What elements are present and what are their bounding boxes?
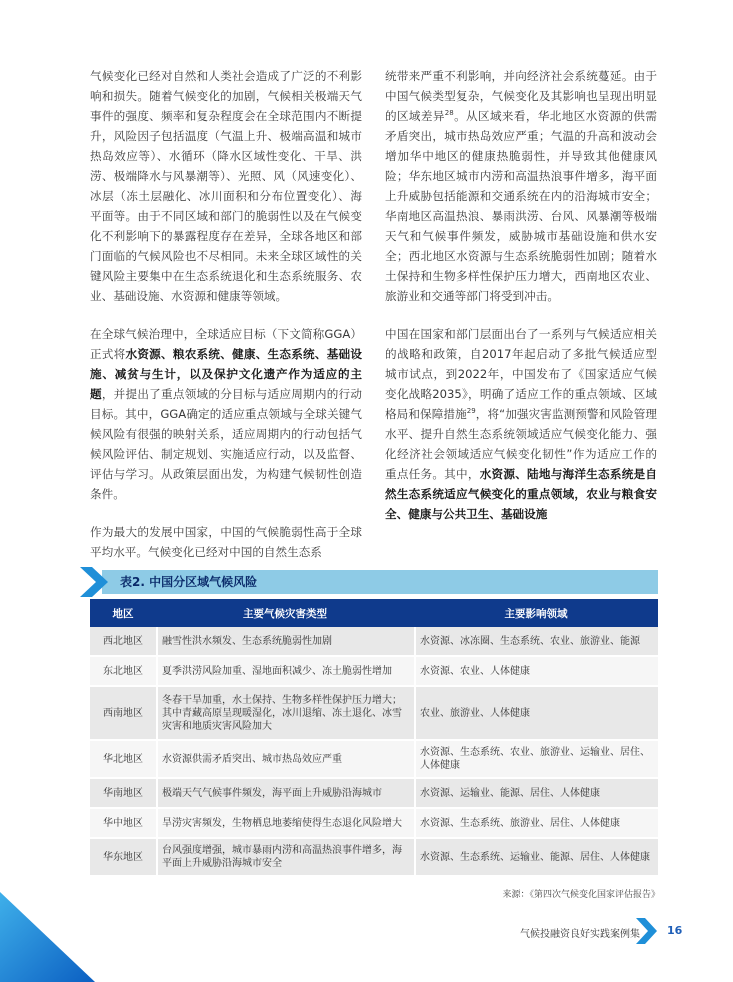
left-text-column [90, 66, 362, 580]
impact-cell: 水资源、运输业、能源、居住、人体健康 [414, 779, 658, 809]
table-title: 表2. 中国分区域气候风险 [120, 575, 258, 589]
region-cell: 华南地区 [90, 779, 156, 809]
table-row [90, 779, 658, 809]
right-paragraph-2-text-a: 中国在国家和部门层面出台了一系列与气候适应相关的战略和政策，自2017年起启动了多批气候适应型城市试点，到2022年，中国发布了《国家适应气候变化战略2035》，明确了适应工作的重点领域、区域格局和保障措施 [385, 327, 657, 421]
right-paragraph-1-text-b: 。从区域来看，华北地区水资源的供需矛盾突出，城市热岛效应严重；气温的升高和波动会增加华中地区的健康热脆弱性，并导致其他健康风险；华东地区城市内涝和高温热浪事件增多，海平面上升威胁包括能源和交通系统在内的沿海城市安全；华南地区高温热浪、暴雨洪涝、台风、风暴潮等极端天气和气候事件频发，威胁城市基础设施和供水安全；西北地区水资源与生态系统脆弱性加剧；随着水土保持和生物多样性保护压力增大，西南地区农业、旅游业和交通等部门将受到冲击。 [385, 109, 657, 303]
corner-decoration [0, 892, 95, 982]
impact-cell: 水资源、生态系统、运输业、能源、居住、人体健康 [414, 839, 658, 877]
hazard-cell: 极端天气气候事件频发，海平面上升威胁沿海城市 [156, 779, 414, 809]
impact-cell: 水资源、生态系统、旅游业、居住、人体健康 [414, 809, 658, 839]
region-cell: 华东地区 [90, 839, 156, 877]
climate-risk-table [90, 599, 658, 877]
region-cell: 华北地区 [90, 741, 156, 779]
hazard-cell: 夏季洪涝风险加重、湿地面积减少、冻土脆弱性增加 [156, 657, 414, 687]
header-region: 地区 [90, 599, 156, 627]
table-row [90, 687, 658, 741]
hazard-cell: 水资源供需矛盾突出、城市热岛效应严重 [156, 741, 414, 779]
header-hazards: 主要气候灾害类型 [156, 599, 414, 627]
right-paragraph-2-bold: 水资源、陆地与海洋生态系统是自然生态系统适应气候变化的重点领域，农业与粮食安全、健康与公共卫生、基础设施 [385, 467, 657, 521]
table-row [90, 741, 658, 779]
table-header-row [90, 599, 658, 627]
page-number: 16 [667, 924, 683, 937]
table-row [90, 657, 658, 687]
table-row [90, 627, 658, 657]
right-paragraph-2-text-b: ，将“加强灾害监测预警和风险管理水平、提升自然生态系统领域适应气候变化能力、强化经济社会领域适应气候变化韧性”作为适应工作的重点任务。其中， [385, 407, 657, 481]
table-source: 来源：《第四次气候变化国家评估报告》 [502, 890, 660, 900]
region-cell: 华中地区 [90, 809, 156, 839]
left-paragraph-1: 气候变化已经对自然和人类社会造成了广泛的不利影响和损失。随着气候变化的加剧，气候相关极端天气事件的强度、频率和复杂程度会在全球范围内不断提升，风险因子包括温度（气温上升、极端高温和城市热岛效应等）、水循环（降水区域性变化、干旱、洪涝、极端降水与风暴潮等）、光照、风（风速变化）、冰层（冻土层融化、冰川面积和分布位置变化）、海平面等。由于不同区域和部门的脆弱性以及在气候变化不利影响下的暴露程度存在差异，全球各地区和部门面临的气候风险也不尽相同。未来全球区域性的关键风险主要集中在生态系统退化和生态系统服务、农业、基础设施、水资源和健康等领域。 [90, 69, 362, 303]
right-text-column [385, 66, 657, 542]
hazard-cell: 冬春干旱加重，水土保持、生物多样性保护压力增大；其中青藏高原呈现暖湿化，冰川退缩、冻土退化、冰雪灾害和地质灾害风险加大 [156, 687, 414, 741]
left-paragraph-2-text-c: ，并提出了重点领域的分目标与适应周期内的行动目标。其中，GGA确定的适应重点领域与全球关键气候风险有很强的映射关系，适应周期内的行动包括气候风险评估、制定规划、实施适应行动，以及监督、评估与学习。从政策层面出发，为构建气候韧性创造条件。 [90, 387, 362, 501]
left-paragraph-3: 作为最大的发展中国家，中国的气候脆弱性高于全球平均水平。气候变化已经对中国的自然生态系 [90, 525, 362, 559]
impact-cell: 农业、旅游业、人体健康 [414, 687, 658, 741]
left-paragraph-2 [90, 324, 362, 504]
right-paragraph-2 [385, 324, 657, 524]
table-title-banner [80, 567, 658, 597]
left-paragraph-2-bold: 水资源、粮农系统、健康、生态系统、基础设施、减贫与生计，以及保护文化遗产作为适应的主题 [90, 347, 362, 401]
footnote-ref-28: 28 [444, 109, 454, 118]
impact-cell: 水资源、冰冻圈、生态系统、农业、旅游业、能源 [414, 627, 658, 657]
impact-cell: 水资源、生态系统、农业、旅游业、运输业、居住、人体健康 [414, 741, 658, 779]
right-paragraph-1 [385, 66, 657, 306]
table-row [90, 809, 658, 839]
left-paragraph-2-text-a: 在全球气候治理中，全球适应目标（下文简称GGA）正式将 [90, 327, 362, 361]
hazard-cell: 融雪性洪水频发、生态系统脆弱性加剧 [156, 627, 414, 657]
hazard-cell: 旱涝灾害频发，生物栖息地萎缩使得生态退化风险增大 [156, 809, 414, 839]
region-cell: 西南地区 [90, 687, 156, 741]
chevron-right-icon [80, 567, 114, 597]
right-paragraph-1-text-a: 统带来严重不利影响，并向经济社会系统蔓延。由于中国气候类型复杂，气候变化及其影响也呈现出明显的区域差异 [385, 69, 657, 123]
footer-title: 气候投融资良好实践案例集 [520, 929, 640, 940]
footer-chevron-icon [636, 918, 658, 944]
impact-cell: 水资源、农业、人体健康 [414, 657, 658, 687]
region-cell: 东北地区 [90, 657, 156, 687]
footnote-ref-29: 29 [466, 407, 476, 416]
hazard-cell: 台风强度增强，城市暴雨内涝和高温热浪事件增多，海平面上升威胁沿海城市安全 [156, 839, 414, 877]
region-cell: 西北地区 [90, 627, 156, 657]
table-row [90, 839, 658, 877]
header-impacts: 主要影响领域 [414, 599, 658, 627]
